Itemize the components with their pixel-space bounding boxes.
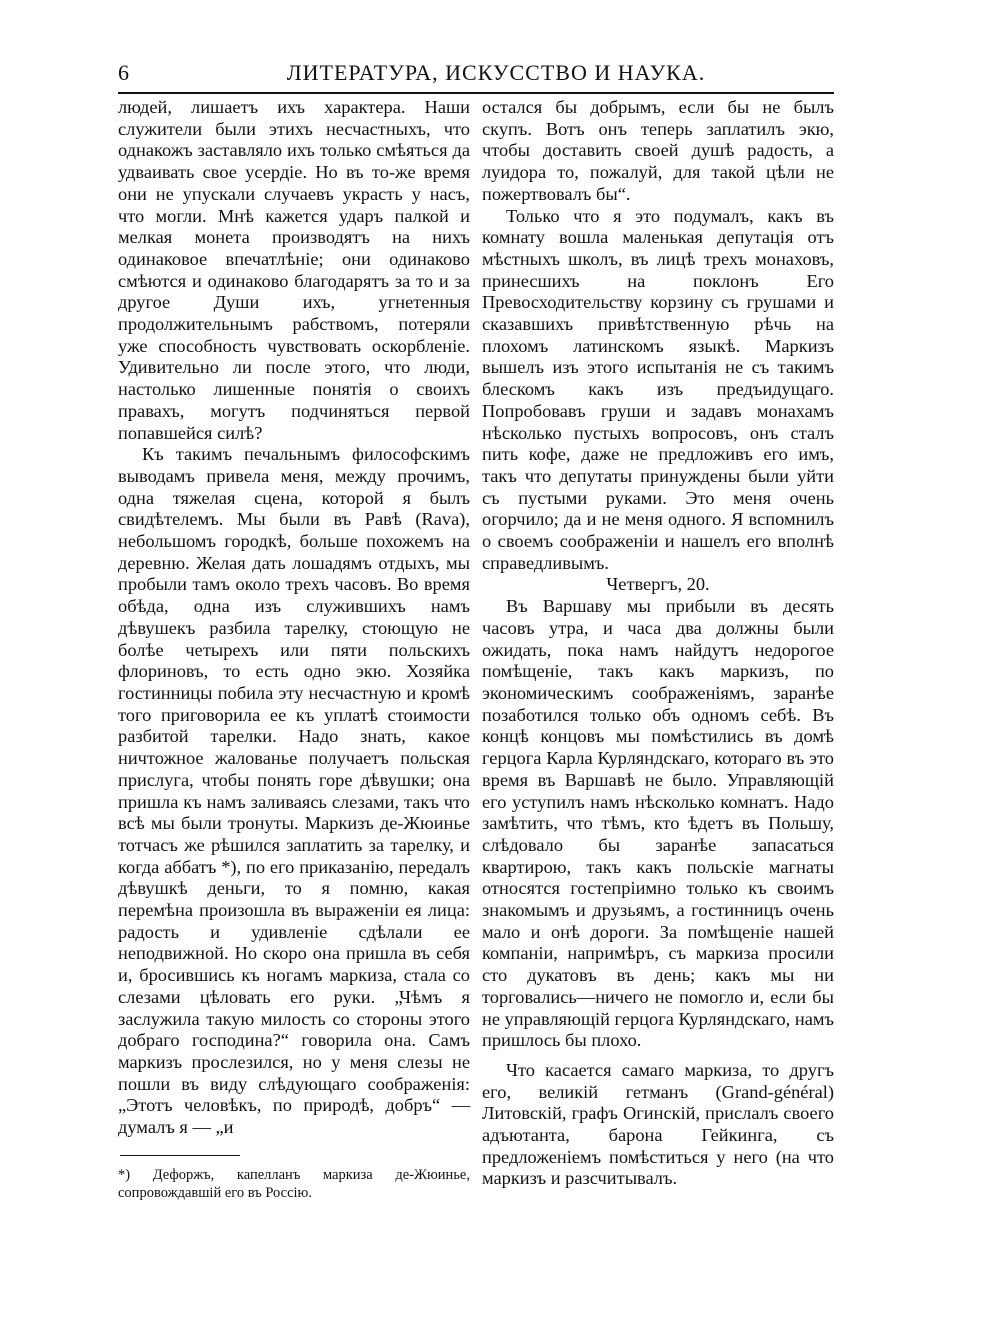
paragraph: Въ Варшаву мы прибыли въ десять часовъ утра, и часа два должны были ожидать, пока намъ найдутъ недорогое помѣщеніе, такъ какъ маркизъ, по экономическимъ соображеніямъ, заранѣе позаботился только объ одномъ себѣ. Въ концѣ концовъ мы помѣстились въ домѣ герцога Карла Курляндскаго, котораго въ это время въ Варшавѣ не было. Управляющій его уступилъ намъ нѣсколько комнатъ. Надо замѣтить, что тѣмъ, кто ѣдетъ въ Польшу, слѣдовало бы заранѣе запасаться квартирою, такъ какъ польскіе магнаты относятся гостепріимно только къ своимъ знакомымъ и друзьямъ, а гостинницъ очень мало и онѣ дороги. За помѣщеніе нашей компаніи, напримѣръ, съ маркиза просили сто дукатовъ въ день; какъ мы ни торговались—ничего не помогло и, если бы не управляющій герцога Курляндскаго, намъ пришлось бы плохо. (482, 596, 834, 1051)
left-column (118, 97, 470, 1202)
dateline: Четвергъ, 20. (606, 574, 710, 595)
paragraph: Что касается самаго маркиза, то другъ его, великій гетманъ (Grand-général) Литовскій, графъ Огинскій, прислалъ своего адъютанта, барона Гейкинга, съ предложеніемъ помѣститься у него (на что маркизъ и разсчитывалъ. (482, 1059, 834, 1189)
footnote-rule (120, 1155, 240, 1156)
right-column (482, 97, 834, 1190)
running-title: ЛИТЕРАТУРА, ИСКУССТВО И НАУКА. (286, 60, 706, 85)
page-number: 6 (118, 60, 129, 85)
footnote: *) Дефоржъ, капелланъ маркиза де-Жюинье, сопровождавшій его въ Россію. (118, 1166, 470, 1201)
paragraph: Только что я это подумалъ, какъ въ комнату вошла маленькая депутація отъ мѣстныхъ школъ, въ лицѣ трехъ монаховъ, принесшихъ на поклонъ Его Превосходительству корзину съ грушами и сказавшихъ привѣтственную рѣчь на плохомъ латинскомъ языкѣ. Маркизъ вышелъ изъ этого испытанія не съ такимъ блескомъ какъ изъ предъидущаго. Попробовавъ груши и задавъ монахамъ нѣсколько пустыхъ вопросовъ, онъ сталъ пить кофе, даже не предложивъ его имъ, такъ что депутаты принуждены были уйти съ пустыми руками. Это меня очень огорчило; да и не меня одного. Я вспомнилъ о своемъ соображеніи и нашелъ его вполнѣ справедливымъ. (482, 205, 834, 573)
paragraph: Къ такимъ печальнымъ философскимъ выводамъ привела меня, между прочимъ, одна тяжелая сцена, которой я былъ свидѣтелемъ. Мы были въ Равѣ (Rava), небольшомъ городкѣ, больше похожемъ на деревню. Желая дать лошадямъ отдыхъ, мы пробыли тамъ около трехъ часовъ. Во время обѣда, одна изъ служившихъ намъ дѣвушекъ разбила тарелку, стоющую не болѣе четырехъ или пяти польскихъ флориновъ, то есть одно экю. Хозяйка гостинницы побила эту несчастную и кромѣ того приговорила ее къ уплатѣ стоимости разбитой тарелки. Надо знать, какое ничтожное жалованье получаетъ польская прислуга, чтобы понять горе дѣвушки; она пришла къ намъ заливаясь слезами, такъ что всѣ мы были тронуты. Маркизъ де-Жюинье тотчасъ же рѣшился заплатить за тарелку, и когда аббатъ *), по его приказанію, передалъ дѣвушкѣ деньги, то я помню, какая перемѣна произошла въ выраженіи ея лица: радость и удивленіе сдѣлали ее неподвижной. Но скоро она пришла въ себя и, бросившись къ ногамъ маркиза, стала со слезами цѣловать его руки. „Чѣмъ я заслужила такую милость со стороны этого добраго господина?“ говорила она. Самъ маркизъ прослезился, но у меня слезы не пошли въ виду слѣдующаго соображенія: „Этотъ человѣкъ, по природѣ, добръ“ — думалъ я — „и (118, 444, 470, 1138)
page-header (118, 58, 834, 94)
paragraph: остался бы добрымъ, если бы не былъ скупъ. Вотъ онъ теперь заплатилъ экю, чтобы доставить своей душѣ радость, а луидора то, пожалуй, для такой цѣли не пожертвовалъ бы“. (482, 97, 834, 204)
paragraph: людей, лишаетъ ихъ характера. Наши служители были этихъ несчастныхъ, что однакожъ заставляло ихъ только смѣяться да удваивать свое усердіе. Но въ то-же время они не упускали случаевъ украсть у насъ, что могли. Мнѣ кажется ударъ палкой и мелкая монета производятъ на нихъ одинаковое впечатлѣніе; они одинаково смѣются и одинаково благодарятъ за то и за другое Души ихъ, угнетенныя продолжительнымъ рабствомъ, потеряли уже способность чувствовать оскорбленіе. Удивительно ли после этого, что люди, настолько лишенные понятія о своихъ правахъ, могутъ подчиняться первой попавшейся силѣ? (118, 97, 470, 443)
